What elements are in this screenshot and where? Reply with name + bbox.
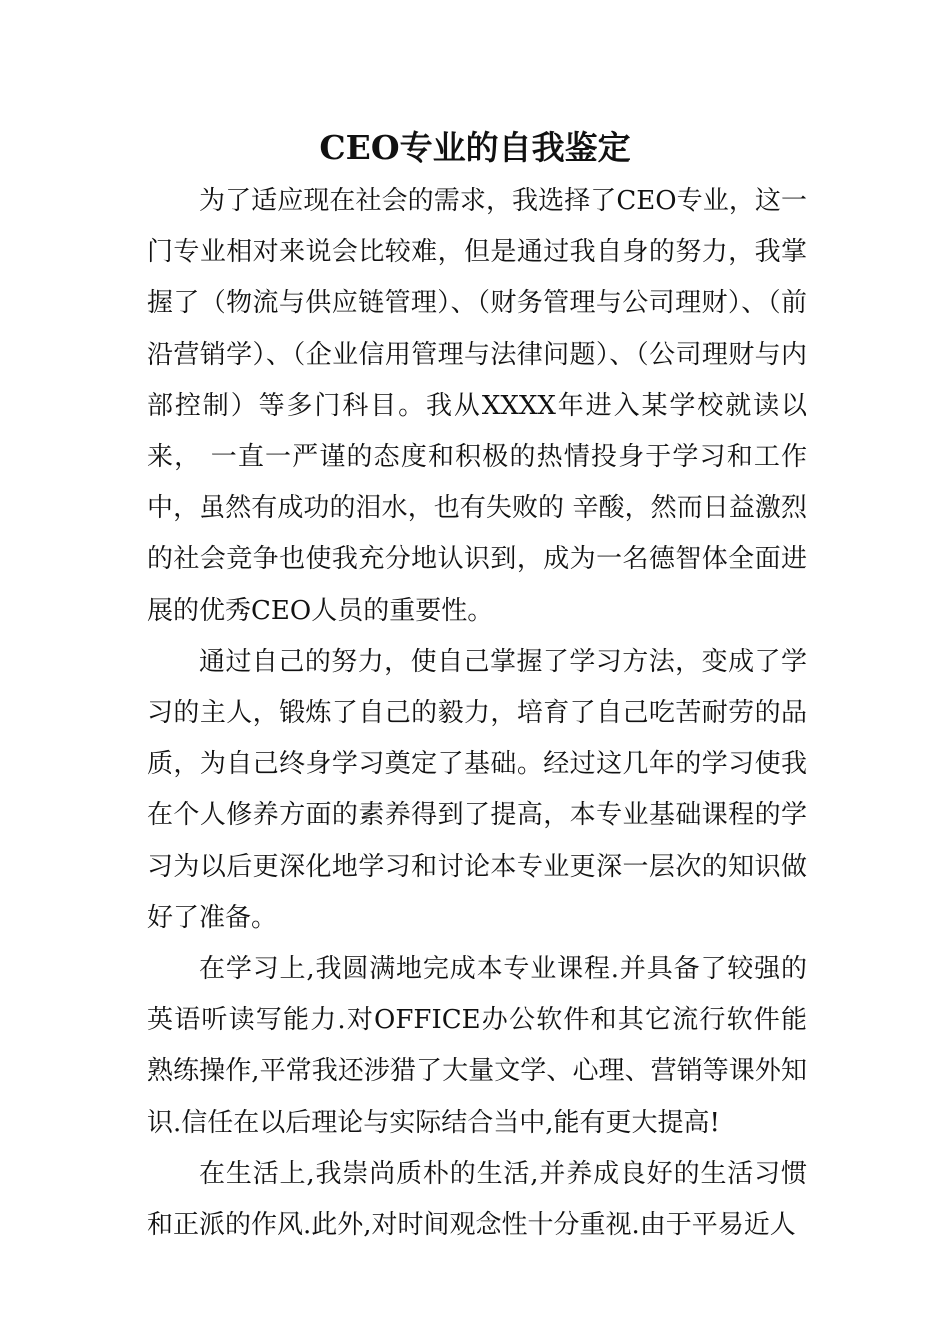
paragraph-4: 在生活上,我崇尚质朴的生活,并养成良好的生活习惯和正派的作风.此外,对时间观念性十分重视.由于平易近人 — [147, 1158, 807, 1241]
document-title: CEO专业的自我鉴定 — [319, 128, 631, 167]
paragraph-3: 在学习上,我圆满地完成本专业课程.并具备了较强的英语听读写能力.对OFFICE办公软件和其它流行软件能熟练操作,平常我还涉猎了大量文学、心理、营销等课外知识.信任在以后理论与实际结合当中,能有更大提高! — [147, 954, 807, 1138]
paragraph-1: 为了适应现在社会的需求，我选择了CEO专业，这一门专业相对来说会比较难，但是通过我自身的努力，我掌握了（物流与供应链管理）、（财务管理与公司理财）、（前沿营销学）、（企业信用管理与法律问题）、（公司理财与内部控制）等多门科目。我从XXXX年进入某学校就读以来， 一直一严谨的态度和积极的热情投身于学习和工作中，虽然有成功的泪水，也有失败的 辛酸，然而日益激烈的社会竞争也使我充分地认识到，成为一名德智体全面进展的优秀CEO人员的重要性。 — [147, 186, 807, 626]
document-body — [147, 176, 807, 1251]
paragraph-2: 通过自己的努力，使自己掌握了学习方法，变成了学习的主人，锻炼了自己的毅力，培育了自己吃苦耐劳的品质，为自己终身学习奠定了基础。经过这几年的学习使我在个人修养方面的素养得到了提高，本专业基础课程的学习为以后更深化地学习和讨论本专业更深一层次的知识做好了准备。 — [147, 646, 807, 933]
